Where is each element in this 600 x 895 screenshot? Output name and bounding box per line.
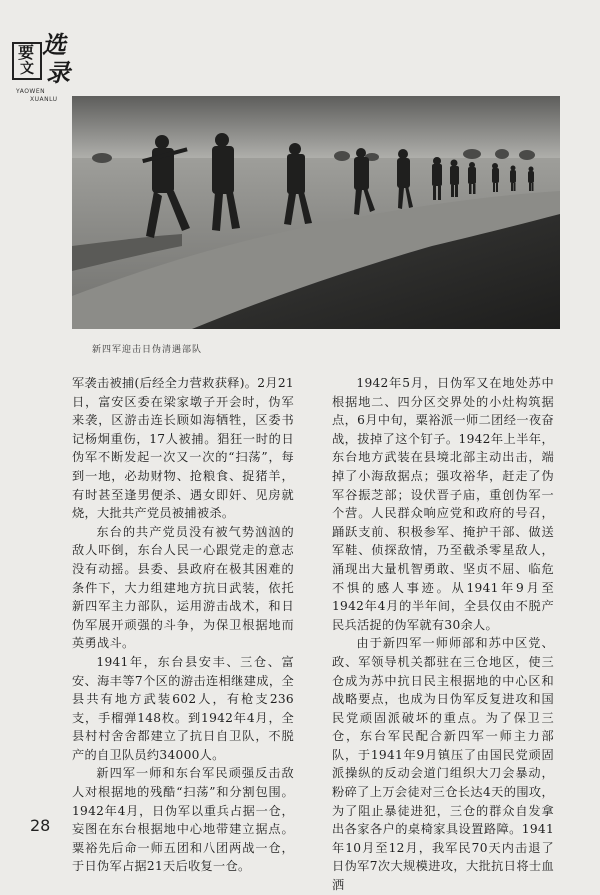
- photo-caption: 新四军迎击日伪清遇部队: [92, 345, 203, 355]
- left-column: [72, 374, 294, 876]
- right-column: [332, 374, 554, 895]
- logo-char-wen: 文: [20, 61, 34, 77]
- logo-char-xuan: 选: [42, 30, 66, 59]
- right-paragraph-1: 1942年5月，日伪军又在地处苏中根据地二、四分区交界处的小灶构筑据点，6月中旬，粟裕派一师二团经一夜奋战，拔掉了这个钉子。1942年上半年，东台地方武装在县境北部主动出击，端掉了小海敌据点；强攻裕华，赶走了伪军谷振芝部；设伏晋子庙，重创伪军一个营。人民群众响应党和政府的号召，踊跃支前、积极参军、掩护干部、做送军鞋、侦探敌情，乃至截杀零星敌人，涌现出大量机智勇敢、坚贞不屈、临危不惧的感人事迹。从1941年9月至1942年4月的半年间，全县仅由不脱产民兵活捉的伪军就有30余人。: [332, 376, 554, 632]
- logo-char-yao: 要: [18, 43, 35, 62]
- logo-latin: [16, 88, 74, 104]
- left-paragraph-2: 东台的共产党员没有被气势汹汹的敌人吓倒，东台人民一心跟党走的意志没有动摇。县委、县政府在极其困难的条件下，大力组建地方抗日武装，依托新四军主力部队，运用游击战术，和日伪军展开顽强的斗争，为保卫根据地而英勇战斗。: [72, 524, 294, 651]
- right-paragraph-2: 由于新四军一师师部和苏中区党、政、军领导机关都驻在三仓地区，使三仓成为苏中抗日民主根据地的中心区和战略要点，也成为日伪军反复进攻和国民党顽固派破坏的重点。为了保卫三仓，东台军民配合新四军一师主力部队，于1941年9月镇压了由国民党顽固派操纵的反动会道门组织大刀会暴动，粉碎了上万会徒对三仓长达4天的围攻，为了阻止暴徒进犯，三仓的群众自发拿出各家各户的桌椅家具设置路障。1941年10月至12月，我军民70天内击退了日伪军7次大规模进攻，大批抗日将士血洒: [332, 636, 554, 893]
- left-paragraph-4: 新四军一师和东台军民顽强反击敌人对根据地的残酷“扫荡”和分割包围。1942年4月，日伪军以重兵占据一仓，妄图在东台根据地中心地带建立据点。粟裕先后命一师五团和八团两战一仓，于日伪军占据21天后收复一仓。: [72, 766, 294, 874]
- logo-char-lu: 录: [46, 58, 70, 87]
- left-paragraph-3: 1941年，东台县安丰、三仓、富安、海丰等7个区的游击连相继建成，全县共有地方武装602人，有枪支236支，手榴弹148枚。到1942年4月，全县村村舍舍都建立了抗日自卫队，不脱产的自卫队员约34000人。: [72, 654, 294, 762]
- soldiers-marching-photo: [72, 96, 560, 329]
- logo-latin-line-1: YAOWEN: [16, 88, 46, 95]
- left-paragraph-1: 军袭击被捕(后经全力营救获释)。2月21日，富安区委在梁家墩子开会时，伪军来袭，区游击连长顾如海牺牲，区委书记杨炯重伤，17人被捕。猖狂一时的日伪军不断发起一次又一次的“扫荡”，每到一地，必劫财物、抢粮食、捉猪羊，有时甚至逢男便杀、遇女即奸、见房就烧，大批共产党员被捕被杀。: [72, 376, 294, 521]
- section-logo: [12, 28, 74, 116]
- page-number: 28: [30, 816, 51, 835]
- logo-latin-line-2: XUANLU: [30, 96, 58, 103]
